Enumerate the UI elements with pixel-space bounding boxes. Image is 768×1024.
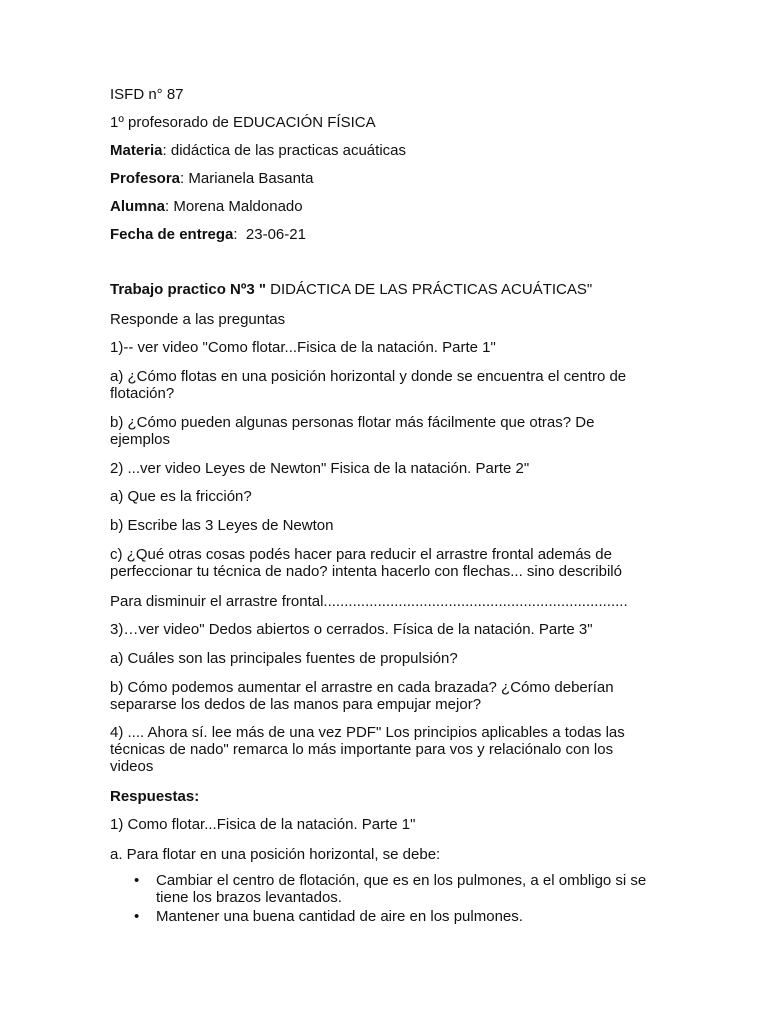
question-2c: c) ¿Qué otras cosas podés hacer para reducir el arrastre frontal además de perfeccionar tu técnica de nado? intenta hacerlo con flechas... sino describiló (110, 546, 622, 580)
question-1: 1)-- ver video "Como flotar...Fisica de la natación. Parte 1" (110, 339, 496, 356)
list-item (110, 872, 655, 906)
question-2b: b) Escribe las 3 Leyes de Newton (110, 517, 334, 534)
bullet-text: Cambiar el centro de flotación, que es en los pulmones, a el ombligo si se tiene los brazos levantados. (156, 872, 647, 906)
answer-1a-bullet-list (110, 872, 655, 927)
institute-line: ISFD n° 87 (110, 86, 184, 103)
assignment-title-rest: DIDÁCTICA DE LAS PRÁCTICAS ACUÁTICAS" (265, 281, 593, 298)
answers-heading (110, 788, 650, 805)
assignment-title (110, 281, 650, 298)
student-line (110, 198, 650, 215)
question-3a: a) Cuáles son las principales fuentes de propulsión? (110, 650, 458, 667)
bullet-icon: • (134, 908, 140, 925)
answers-heading-text: Respuestas: (110, 788, 200, 805)
question-3b: b) Cómo podemos aumentar el arrastre en cada brazada? ¿Cómo deberían separarse los dedos de las manos para empujar mejor? (110, 679, 614, 713)
course-line: 1º profesorado de EDUCACIÓN FÍSICA (110, 114, 376, 131)
subject-value: : didáctica de las practicas acuáticas (162, 142, 406, 159)
subject-line (110, 142, 650, 159)
bullet-icon: • (134, 872, 140, 889)
student-value: : Morena Maldonado (165, 198, 303, 215)
question-2a: a) Que es la fricción? (110, 488, 252, 505)
teacher-line (110, 170, 650, 187)
date-line (110, 226, 650, 243)
student-label: Alumna (110, 198, 166, 215)
question-2: 2) ...ver video Leyes de Newton" Fisica de la natación. Parte 2" (110, 460, 530, 477)
question-4: 4) .... Ahora sí. lee más de una vez PDF" Los principios aplicables a todas las técnicas de nado" remarca lo más importante para vos y relaciónalo con los videos (110, 724, 625, 775)
answer-1a-intro: a. Para flotar en una posición horizontal, se debe: (110, 846, 441, 863)
answer-1-title: 1) Como flotar...Fisica de la natación. Parte 1" (110, 816, 416, 833)
question-2c-fill-line: Para disminuir el arrastre frontal......................................................................... (110, 593, 628, 610)
date-value: : 23-06-21 (233, 226, 306, 243)
teacher-value: : Marianela Basanta (180, 170, 314, 187)
bullet-text: Mantener una buena cantidad de aire en los pulmones. (156, 908, 523, 925)
teacher-label: Profesora (110, 170, 181, 187)
question-3: 3)…ver video" Dedos abiertos o cerrados. Física de la natación. Parte 3" (110, 621, 593, 638)
subject-label: Materia (110, 142, 163, 159)
date-label: Fecha de entrega (110, 226, 234, 243)
list-item (110, 908, 655, 925)
instruction-line: Responde a las preguntas (110, 311, 286, 328)
question-1b: b) ¿Cómo pueden algunas personas flotar más fácilmente que otras? De ejemplos (110, 414, 595, 448)
assignment-title-bold: Trabajo practico Nº3 " (110, 281, 266, 298)
question-1a: a) ¿Cómo flotas en una posición horizontal y donde se encuentra el centro de flotación? (110, 368, 627, 402)
